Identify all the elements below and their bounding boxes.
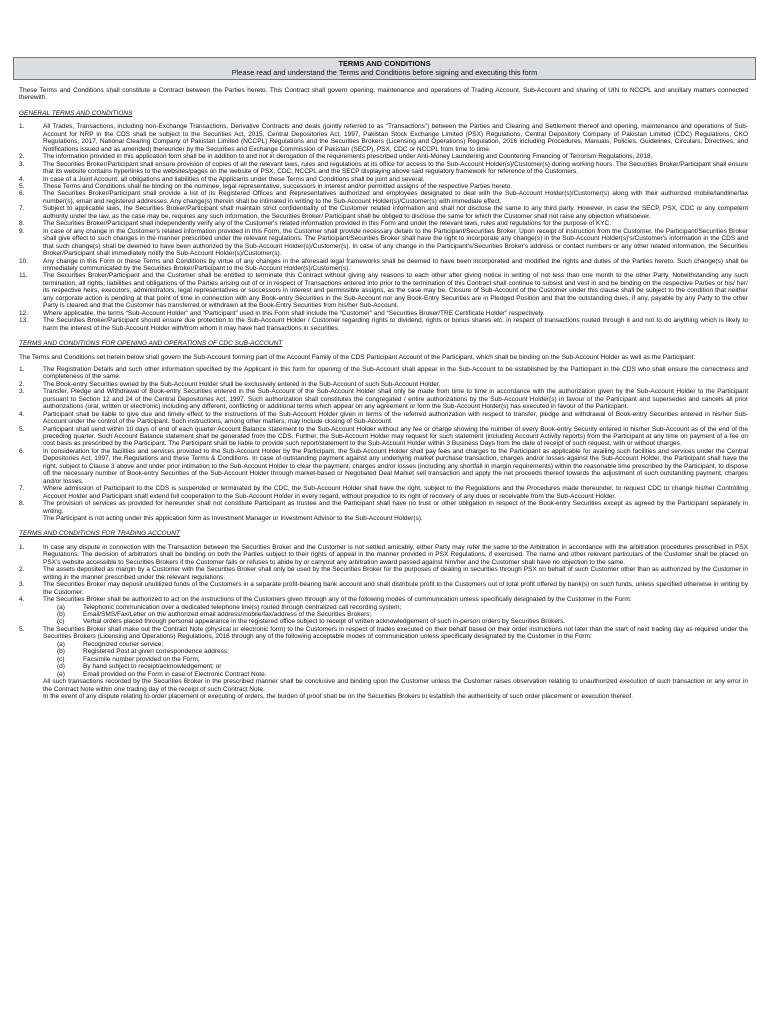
sub-item: [43, 611, 748, 618]
item-text: In case any dispute in connection with the Transaction between the Securities Broker and the Customer is not settled amicably, either Party may refer the same to the Arbitration in accordance with the arbitration procedures prescribed in PSX Regulations. The decision of arbitrators shall be binding on both the Parties subject to their rights of appeal in the manner provided in PSX Regulations, if exercised. The name and other relevant particulars of the Customer shall be placed on PSX's website accessible to Securities Brokers if the Customer fails or refuses to abide by or carryout any arbitration award passed against him/her and the Customer shall have no objection to the same.: [43, 543, 748, 566]
sub-item-letter: (a): [57, 603, 65, 611]
item-number: 6.: [19, 447, 25, 455]
item-text: Where admission of Participant to the CDS is suspended or terminated by the CDC, the Sub-Account Holder shall have the right, subject to the Regulations and the Procedures made thereunder, to request CDC to change his/her Controlling Account Holder and Participant shall extend full cooperation to the Sub-Account Holder in every regard, without prejudice to its right of recovery of any dues or receivable from the Sub-Account Holder.: [43, 485, 748, 500]
item-text: Transfer, Pledge and Withdrawal of Book-entry Securities entered in the Sub-Account of the Sub-Account Holder shall only be made from time to time in accordance with the authorization given by the Sub-Account Holder to the Participant pursuant to Section 12 and 24 of the Central Depositories Act, 1997. Such authorization shall constitutes the congregated / entire authorizations by the Sub-Account Holder(s) in favour of the Participant and supersedes and cancels all prior authorizations (oral, written or electronic) including any different, conflicting or additional terms which appear on any agreement or form the Sub-Account Holder(s) has executed in favour of the Participant.: [43, 388, 748, 411]
trading-terms-list: [19, 544, 748, 701]
trailing-paragraph: All such transactions recorded by the Securities Broker in the prescribed manner shall be conclusive and binding upon the Customer unless the Customer raises observation relating to unauthorized execution of such transaction or any error in the Contract Note within one trading day of the receipt of such Contract Note.: [43, 678, 748, 693]
item-number: 12.: [19, 309, 29, 317]
item-number: 11.: [19, 272, 28, 280]
cdc-terms-list: [19, 366, 748, 523]
item-number: 5.: [19, 625, 25, 633]
item-text: Where applicable, the terms “Sub-Account Holder” and “Participant” used in this Form shall include the “Customer” and “Securities Broker/TRE Certificate Holder” respectively.: [43, 309, 545, 317]
item-number: 4.: [19, 410, 25, 418]
trailing-paragraph: In the event of any dispute relating to order placement or executing of orders, the burden of proof shall be on the Securities Brokers to establish the authenticity of such order placement or execution thereof.: [43, 692, 634, 700]
item-text: These Terms and Conditions shall be binding on the nominee, legal representative, successors in interest and/or permitted assigns of the respective Parties hereto.: [43, 182, 513, 190]
item-text: In case of a Joint Account, all obligations and liabilities of the Applicants under these Terms and Conditions shall be joint and several.: [43, 175, 425, 183]
item-text: The Securities Broker shall make out the Contract Note (physical or electronic form) to the Customers in respect of trades executed on their behalf based on their order instructions not later than the start of next trading day as required under the Securities Brokers (Licensing and Operations) Regulations, 2016 through any of the following acceptable modes of communication unless specifically designated by the Customer in the Form:: [43, 625, 748, 641]
cdc-intro-paragraph: The Terms and Conditions set herein below shall govern the Sub-Account forming part of the Account Family of the CDS Participant Account of the Participant, which shall be binding on the Sub-Account Holder as well as the Participant:: [19, 353, 696, 361]
item-number: 3.: [19, 388, 25, 396]
sub-item-text: By hand subject to receipt/acknowledgement; or: [83, 663, 222, 671]
sub-item-letter: (c): [57, 618, 65, 626]
item-number: 10.: [19, 257, 29, 265]
item-text: The Securities Broker shall be authorized to act on the instructions of the Customers given through any of the following modes of communication unless specifically designated by the Customer in the Form:: [43, 596, 632, 604]
item-text: The Securities Broker/Participant shall ensure provision of copies of all the relevant laws, rules and regulations at its office for access to the Sub-Account Holder(s)/Customer(s) during working hours. The Securities Broker/Participant shall ensure that its website contains hyperlinks to the websites/pages on the website of PSX, CDC, NCCPL and the SECP displaying above said regulatory framework for reference of the Customers.: [43, 160, 748, 176]
item-number: 3.: [19, 160, 25, 168]
item-number: 8.: [19, 500, 25, 508]
sub-item-text: Telephonic communication over a dedicated telephone line(s) routed through centralized call recording system;: [83, 603, 402, 611]
item-number: 7.: [19, 205, 25, 213]
item-text: The provision of services as provided for hereunder shall not constitute Participant as trustee and the Participant shall have no trust or other obligation in respect of the Book-entry Securities except as agreed by the Participant separately in writing.: [43, 500, 748, 515]
list-item: [19, 596, 748, 626]
item-text: Any change in this Form or these Terms and Conditions by virtue of any changes in the aforesaid legal frameworks shall be deemed to have been incorporated and modified the rights and duties of the Parties hereto. Such change(s) shall be immediately communicated by the Securities Broker/Participant to the Sub-Account Holder(s)/Customer(s).: [43, 257, 748, 272]
general-section-heading: GENERAL TERMS AND CONDITIONS: [19, 109, 133, 117]
sub-item: [43, 604, 748, 611]
sub-item: [43, 648, 748, 655]
item-text: The Securities Broker may deposit unutilized funds of the Customers in a separate profit-bearing bank account and shall distribute profit to the Customers out of total profit offered by bank(s) on such funds, unless specified otherwise in writing by the Customer.: [43, 581, 748, 596]
item-text-continued: The Participant is not acting under this application form as Investment Manager or Investment Advisor to the Sub-Account Holder(s).: [43, 515, 423, 523]
sub-item-text: Facsimile number provided on the Form;: [83, 655, 200, 663]
item-text: The Securities Broker/Participant and the Customer shall be entitled to terminate this Contract without giving any reasons to each other after giving notice in writing of not less than one month to the other Party. Notwithstanding any such termination, all rights, liabilities and obligations of the Parties arising out of or in respect of Transactions entered into prior to the termination of this Contract shall continue to subsist and vest in and be binding on the respective Parties or his/ her/ its respective heirs, executors, administrators, legal representatives or successors in interest and permissible assigns, as the case may be. Closure of Sub-Account of the Customer under this clause shall be subject to the condition that neither any corporate action is pending at that point of time in connection with any Book-entry Securities in the Sub-Account nor any Book-Entry Securities are in Pledged Position and that the outstanding dues, if any, payable by any Party to the other Party is cleared and that the Customer has transferred or withdrawn all the Book-Entry Securities from his/her Sub-Account.: [43, 272, 748, 310]
item-number: 7.: [19, 485, 25, 493]
item-text: The Registration Details and such other information specified by the Applicant in this form for opening of the Sub-Account shall appear in the Sub-Account to be established by the Participant in the CDS who shall ensure the correctness and completeness of the same.: [43, 365, 748, 381]
list-item: [19, 153, 748, 160]
list-item: [19, 310, 748, 317]
sub-item-text: Email/SMS/Fax/Letter on the authorized email address/mobile/fax/address of the Securities Brokers;: [83, 611, 372, 618]
item-number: 4.: [19, 175, 25, 183]
list-item: [19, 381, 748, 388]
sub-item: [43, 656, 748, 663]
item-text: Subject to applicable laws, the Securities Broker/Participant shall maintain strict confidentiality of the Customer related information and shall not disclose the same to any third party. However, in case the SECP, PSX, CDC or any competent authority under the law, as the case may be, requires any such information, the Securities Broker/ Participant shall be obliged to disclose the same for which the Customer shall not raise any objection whatsoever.: [43, 205, 748, 220]
item-number: 1.: [19, 543, 25, 551]
intro-paragraph: These Terms and Conditions shall constitute a Contract between the Parties hereto. This Contract shall govern opening, maintenance and operations of Trading Account, Sub-Account and sharing of UIN to NCCPL and ancillary matters connected therewith.: [19, 87, 748, 102]
item-text: The assets deposited as margin by a Customer with the Securities Broker shall only be used by the Securities Broker for the purposes of dealing in securities through PSX on behalf of such Customer other than as authorized by the Customer in writing in the manner prescribed under the relevant regulations.: [43, 566, 748, 581]
sub-item-letter: (b): [57, 648, 65, 656]
sub-item: [43, 641, 748, 648]
item-number: 3.: [19, 581, 25, 589]
sub-item: [43, 671, 748, 678]
item-number: 2.: [19, 153, 25, 161]
item-text: The Securities Broker/Participant shall provide a list of its Registered Offices and Representatives authorized and employees designated to deal with the Sub-Account Holder(s)/Customer(s) along with their authorized mobile/landline/fax number(s), email and registered addresses. Any change(s) therein shall be intimated in writing to the Sub-Account Holder(s)/Customer(s) with immediate effect.: [43, 190, 748, 205]
item-text: Participant shall send within 10 days of end of each quarter Account Balance statement to the Sub-Account Holder without any fee or charge showing the number of every Book-entry Security entered in his/her Sub-Account as of the end of the preceding quarter. Such Account Balance statement shall be generated from the CDS. Further, the Sub-Account Holder may request for such statement (including Account Activity reports) from the Participant at any time on payment of a fee on cost basis as prescribed by the Participant. The Participant shall be liable to provide such report/statement to the Sub-Account Holder within 3 Business Days from the date of receipt of such request, with or without charges.: [43, 425, 748, 448]
item-text: The Book-entry Securities owned by the Sub-Account Holder shall be exclusively entered in the Sub-Account of such Sub-Account Holder.: [43, 380, 441, 388]
list-item: [19, 272, 748, 309]
item-text: The Securities Broker/Participant shall independently verify any of the Customer's related information provided in this Form and under the relevant laws, rules and regulations for the purpose of KYC.: [43, 220, 612, 228]
item-number: 1.: [19, 123, 25, 131]
sub-item-text: Registered Post at given correspondence address;: [83, 648, 229, 656]
list-item: [19, 317, 748, 332]
list-item: [19, 123, 748, 153]
sub-item-letter: (c): [57, 655, 65, 663]
list-item: [19, 190, 748, 205]
sub-item-letter: (b): [57, 611, 65, 618]
list-item: [19, 566, 748, 581]
banner-subtitle: Please read and understand the Terms and Conditions before signing and executing this form: [231, 68, 538, 77]
sub-item-letter: (e): [57, 670, 65, 678]
item-text: All Trades, Transactions, including non-Exchange Transactions, Derivative Contracts and deals (jointly referred to as “Transactions”) between the Parties and Clearing and Settlement thereof and opening, maintenance and operations of Sub-Account for NRP in the CDS shall be subject to the Securities Act, 2015, Central Depositories Act, 1997, Pakistan Stock Exchange Limited (PSX) Regulations, Central Depository Company of Pakistan Limited (CDC) Regulations, CKO Regulations, 2017, National Clearing Company of Pakistan Limited (NCCPL) Regulations and the Securities Brokers (Licensing and Operations) Regulation, 2016 including Procedures, Manuals, Policies, Guidelines, Circulars, Directives, and Notifications issued and as amended) thereunder by the Securities and Exchange Commission of Pakistan (SECP), PSX, CDC or NCCPL from time to time.: [43, 123, 748, 153]
item-number: 8.: [19, 220, 25, 228]
item-number: 6.: [19, 190, 25, 198]
list-item: [19, 220, 748, 227]
list-item: [19, 411, 748, 426]
item-text: The information provided in this application form shall be in addition to and not in derogation of the requirements prescribed under Anti-Money Laundering and Countering Financing of Terrorism Regulations, 2018.: [43, 153, 653, 161]
list-item: [19, 366, 748, 381]
list-item: [19, 161, 748, 176]
item-text: In consideration for the facilities and services provided to the Sub-Account Holder by the Participant, the Sub-Account Holder shall pay fees and charges to the Participant as applicable for availing such facilities and services under the Central Depositories Act, 1997, the Regulations and these Terms & Conditions. In case of outstanding payment against any underlying market purchase transaction, charges and/or losses against the Sub-Account Holder, the Participant shall have the right, subject to Clause 3 above and under prior intimation to the Sub-Account Holder to clear the payment, charges and/or losses (including any shortfall in margin requirements) within the reasonable time prescribed by the Participant, to dispose off the necessary number of Book-entry Securities of the Sub-Account Holder through market-based or Negotiated Deal Market sell transaction and apply the net proceeds thereof towards the adjustment of such outstanding payment, charges and/or losses.: [43, 447, 748, 485]
item-number: 1.: [19, 365, 25, 373]
list-item: [19, 626, 748, 678]
sub-item: [43, 618, 748, 625]
sub-item: [43, 663, 748, 670]
list-item: [19, 500, 748, 522]
item-number: 2.: [19, 566, 25, 574]
list-item: [19, 258, 748, 273]
item-number: 9.: [19, 227, 25, 235]
item-number: 5.: [19, 425, 25, 433]
cdc-section-heading: TERMS AND CONDITIONS FOR OPENING AND OPERATIONS OF CDC SUB-ACCOUNT: [19, 340, 283, 348]
list-item: [19, 485, 748, 500]
list-item: [19, 581, 748, 596]
list-item: [19, 448, 748, 485]
list-item: [19, 426, 748, 448]
item-number: 13.: [19, 317, 29, 325]
sub-item-text: Verbal orders placed through personal appearance in the registered office subject to receipt of written acknowledgement of such in-person orders by Securities Brokers.: [83, 618, 566, 626]
terms-banner: [13, 57, 756, 80]
sub-item-letter: (a): [57, 640, 65, 648]
banner-title: TERMS AND CONDITIONS: [338, 59, 431, 68]
list-item: [19, 388, 748, 410]
sub-item-text: Email provided on the Form in case of Electronic Contract Note.: [83, 670, 267, 678]
list-item: [19, 205, 748, 220]
list-item: [19, 228, 748, 258]
item-text: Participant shall be liable to give due and timely effect to the instructions of the Sub-Account Holder given in terms of the referred authorization with respect to transfer, pledge and withdrawal of Book-entry Securities entered in his/her Sub-Account under the control of the Participant. Such instructions, among other matters, may include closing of Sub-Account.: [43, 410, 748, 426]
list-item: [19, 176, 748, 183]
list-item: [19, 183, 748, 190]
list-item: [19, 544, 748, 566]
terms-document: [19, 57, 748, 700]
item-number: 5.: [19, 182, 25, 190]
sub-item-text: Recognized courier service;: [83, 640, 164, 648]
item-text: The Securities Broker/Participant should ensure due protection to the Sub-Account Holder / Customer regarding rights to dividend, rights or bonus shares etc. in respect of transactions routed through it and not to do anything which is likely to harm the interest of the Sub-Account Holder with/from whom it may have had transactions in securities.: [43, 317, 748, 332]
trading-section-heading: TERMS AND CONDITIONS FOR TRADING ACCOUNT: [19, 530, 180, 538]
item-text: In case of any change in the Customer's related information provided in this Form, the Customer shall provide necessary details to the Participant/Securities Broker. Upon receipt of instruction from the Customer, the Participant/Securities Broker shall give effect to such changes in the manner prescribed under the relevant regulations. The Participant/Securities Broker shall have the right to incorporate any change(s) in the Sub-Account Holder(s)'s/Customer's information in the CDS and that such change(s) shall be deemed to have been authorized by the Sub-Account Holder(s)/Customer(s). In case of any change in the Participant's/Securities Broker's address or contact numbers or any other related information, the Securities Broker/Participant shall immediately notify the Sub-Account Holder(s)/Customer(s).: [43, 227, 748, 258]
general-terms-list: [19, 123, 748, 332]
item-number: 2.: [19, 380, 25, 388]
item-number: 4.: [19, 596, 25, 604]
sub-item-letter: (d): [57, 663, 65, 671]
